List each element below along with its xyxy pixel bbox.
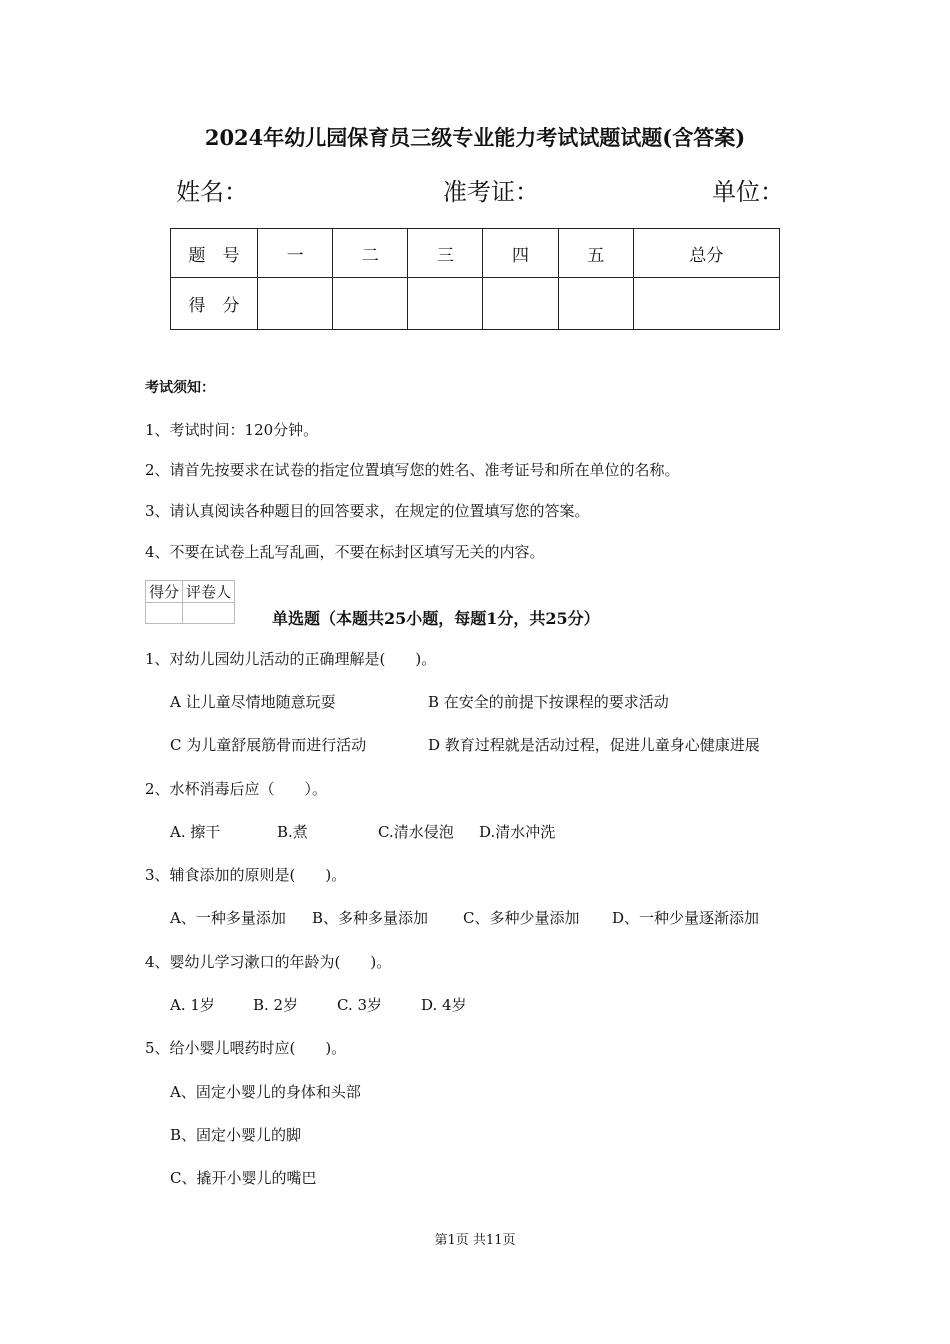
unit-field-label: 单位： — [712, 178, 784, 206]
score-cell — [333, 278, 408, 330]
score-table-header-cell: 二 — [333, 229, 408, 278]
grader-score-label: 得分 — [146, 581, 183, 603]
grader-reviewer-cell — [183, 603, 235, 624]
score-table-header-cell: 一 — [258, 229, 333, 278]
section-title: 单选题（本题共25小题，每题1分，共25分） — [272, 609, 600, 628]
score-table-header-cell: 三 — [408, 229, 483, 278]
name-field-label: 姓名： — [176, 178, 248, 206]
option-c: C、撬开小婴儿的嘴巴 — [170, 1169, 317, 1187]
option-a: A、一种多量添加 — [170, 909, 286, 927]
score-table-header-cell: 题 号 — [171, 229, 258, 278]
option-b: B 在安全的前提下按课程的要求活动 — [428, 693, 669, 711]
option-c: C.清水侵泡 — [378, 823, 454, 841]
option-d: D 教育过程就是活动过程，促进儿童身心健康进展 — [428, 736, 760, 754]
option-c: C 为儿童舒展筋骨而进行活动 — [170, 736, 367, 754]
question-stem: 3、辅食添加的原则是( )。 — [145, 866, 347, 884]
score-table-header-cell: 总分 — [633, 229, 779, 278]
grader-reviewer-label: 评卷人 — [183, 581, 235, 603]
question-stem: 1、对幼儿园幼儿活动的正确理解是( )。 — [145, 650, 437, 668]
note-item: 1、考试时间：120分钟。 — [145, 421, 319, 439]
option-b: B、多种多量添加 — [312, 909, 429, 927]
option-a: A. 1岁 — [170, 996, 215, 1014]
grader-box — [145, 580, 235, 624]
score-table-header-row — [171, 229, 780, 278]
option-b: B. 2岁 — [253, 996, 299, 1014]
page-title: 2024年幼儿园保育员三级专业能力考试试题试题(含答案) — [204, 125, 746, 150]
exam-id-field-label: 准考证： — [443, 178, 539, 206]
option-d: D.清水冲洗 — [479, 823, 556, 841]
option-b: B.煮 — [277, 823, 308, 841]
score-cell — [633, 278, 779, 330]
notes-heading: 考试须知： — [145, 380, 215, 396]
option-d: D、一种少量逐渐添加 — [612, 909, 760, 927]
note-item: 2、请首先按要求在试卷的指定位置填写您的姓名、准考证号和所在单位的名称。 — [145, 461, 680, 479]
question-stem: 4、婴幼儿学习漱口的年龄为( )。 — [145, 953, 392, 971]
note-item: 4、不要在试卷上乱写乱画，不要在标封区填写无关的内容。 — [145, 543, 545, 561]
option-c: C、多种少量添加 — [463, 909, 580, 927]
score-cell — [408, 278, 483, 330]
score-row-label: 得 分 — [171, 278, 258, 330]
option-a: A 让儿童尽情地随意玩耍 — [170, 693, 336, 711]
score-table-score-row — [171, 278, 780, 330]
option-b: B、固定小婴儿的脚 — [170, 1126, 302, 1144]
score-table-header-cell: 五 — [558, 229, 633, 278]
score-table — [170, 228, 780, 330]
option-a: A、固定小婴儿的身体和头部 — [170, 1083, 361, 1101]
grader-score-cell — [146, 603, 183, 624]
score-cell — [258, 278, 333, 330]
question-stem: 5、给小婴儿喂药时应( )。 — [145, 1039, 347, 1057]
score-cell — [483, 278, 558, 330]
option-d: D. 4岁 — [421, 996, 467, 1014]
score-table-header-cell: 四 — [483, 229, 558, 278]
option-c: C. 3岁 — [337, 996, 383, 1014]
question-stem: 2、水杯消毒后应（ ）。 — [145, 780, 328, 798]
score-cell — [558, 278, 633, 330]
option-a: A. 擦干 — [170, 823, 221, 841]
note-item: 3、请认真阅读各种题目的回答要求，在规定的位置填写您的答案。 — [145, 502, 590, 520]
page-footer: 第1页 共11页 — [434, 1233, 516, 1248]
